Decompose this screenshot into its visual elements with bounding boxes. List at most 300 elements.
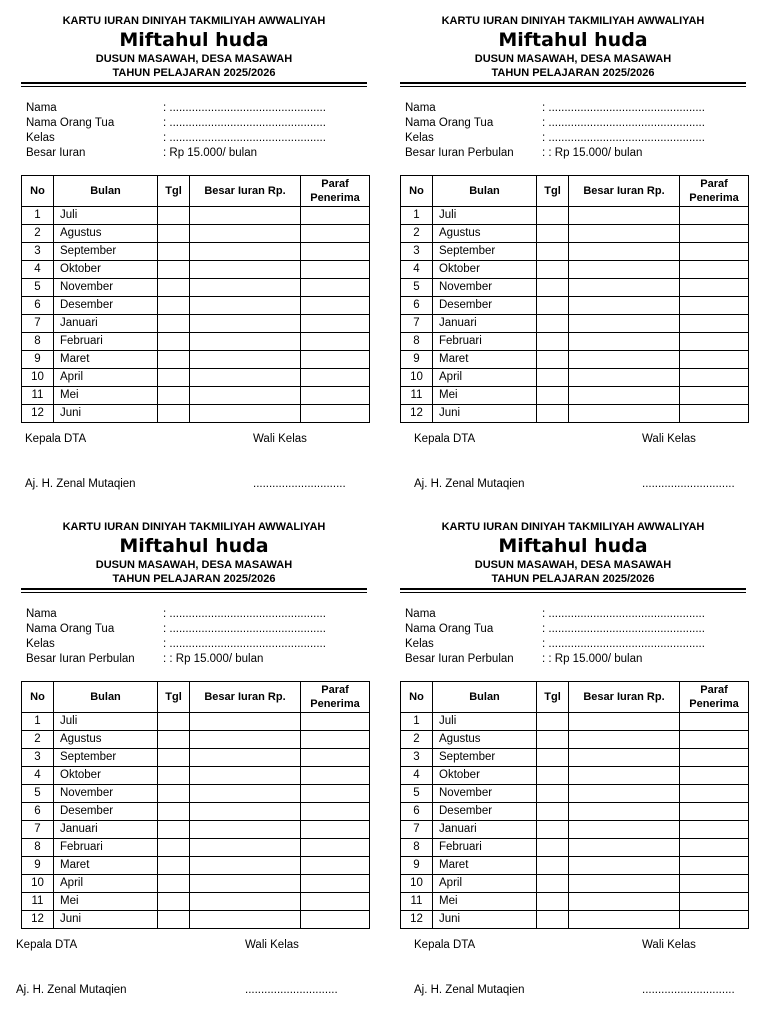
table-row xyxy=(22,261,370,279)
signature-cell[interactable] xyxy=(680,875,749,893)
table-row xyxy=(401,713,749,731)
month-name: April xyxy=(433,369,537,387)
row-number: 8 xyxy=(22,839,54,857)
row-number: 2 xyxy=(22,225,54,243)
signature-cell[interactable] xyxy=(301,839,370,857)
amount-cell[interactable] xyxy=(190,839,301,857)
amount-cell[interactable] xyxy=(569,387,680,405)
row-number: 4 xyxy=(22,767,54,785)
amount-cell[interactable] xyxy=(569,785,680,803)
date-cell[interactable] xyxy=(158,207,190,225)
table-row xyxy=(401,767,749,785)
signature-cell[interactable] xyxy=(680,821,749,839)
month-name: Desember xyxy=(433,297,537,315)
month-name: Maret xyxy=(433,351,537,369)
amount-cell[interactable] xyxy=(569,857,680,875)
amount-cell[interactable] xyxy=(190,767,301,785)
amount-cell[interactable] xyxy=(569,731,680,749)
signature-cell[interactable] xyxy=(301,351,370,369)
info-label: Besar Iuran xyxy=(26,147,86,159)
signature-cell[interactable] xyxy=(301,279,370,297)
amount-cell[interactable] xyxy=(569,875,680,893)
month-name: Oktober xyxy=(54,261,158,279)
signature-cell[interactable] xyxy=(680,261,749,279)
table-row xyxy=(22,387,370,405)
amount-cell[interactable] xyxy=(569,243,680,261)
signature-cell[interactable] xyxy=(680,387,749,405)
signature-cell[interactable] xyxy=(301,911,370,929)
amount-cell[interactable] xyxy=(569,821,680,839)
row-number: 8 xyxy=(401,839,433,857)
amount-cell[interactable] xyxy=(190,803,301,821)
table-row xyxy=(401,387,749,405)
homeroom-teacher-name: ............................. xyxy=(642,478,735,490)
date-cell[interactable] xyxy=(537,369,569,387)
month-name: Juni xyxy=(54,911,158,929)
month-name: Februari xyxy=(54,839,158,857)
row-number: 4 xyxy=(22,261,54,279)
info-row xyxy=(26,101,366,116)
amount-cell[interactable] xyxy=(190,279,301,297)
info-label: Kelas xyxy=(26,132,55,144)
date-cell[interactable] xyxy=(158,297,190,315)
date-cell[interactable] xyxy=(537,731,569,749)
amount-cell[interactable] xyxy=(569,749,680,767)
signature-cell[interactable] xyxy=(680,405,749,423)
date-cell[interactable] xyxy=(537,911,569,929)
table-row xyxy=(22,225,370,243)
amount-cell[interactable] xyxy=(190,749,301,767)
month-name: September xyxy=(433,749,537,767)
signature-cell[interactable] xyxy=(680,713,749,731)
info-row xyxy=(405,116,745,131)
table-row xyxy=(401,315,749,333)
homeroom-teacher-name: ............................. xyxy=(245,984,338,996)
date-cell[interactable] xyxy=(537,243,569,261)
amount-cell[interactable] xyxy=(190,405,301,423)
month-name: Januari xyxy=(433,821,537,839)
month-name: April xyxy=(433,875,537,893)
row-number: 5 xyxy=(401,785,433,803)
signature-cell[interactable] xyxy=(680,333,749,351)
info-value: : ................................................. xyxy=(163,132,326,144)
signature-cell[interactable] xyxy=(680,315,749,333)
payment-table xyxy=(400,175,749,423)
date-cell[interactable] xyxy=(537,875,569,893)
month-name: Mei xyxy=(54,387,158,405)
date-cell[interactable] xyxy=(537,839,569,857)
school-name: Miftahul huda xyxy=(119,535,269,557)
table-row xyxy=(401,749,749,767)
date-cell[interactable] xyxy=(537,893,569,911)
date-cell[interactable] xyxy=(537,713,569,731)
info-value: : ................................................. xyxy=(163,608,326,620)
headmaster-title: Kepala DTA xyxy=(16,939,78,951)
signature-cell[interactable] xyxy=(301,387,370,405)
signature-cell[interactable] xyxy=(680,749,749,767)
info-label: Nama Orang Tua xyxy=(405,117,494,129)
signature-cell[interactable] xyxy=(301,821,370,839)
amount-cell[interactable] xyxy=(569,207,680,225)
date-cell[interactable] xyxy=(537,207,569,225)
amount-cell[interactable] xyxy=(569,279,680,297)
info-label: Nama xyxy=(405,102,436,114)
header-divider-thin xyxy=(400,592,746,593)
row-number: 10 xyxy=(401,875,433,893)
date-cell[interactable] xyxy=(158,893,190,911)
amount-cell[interactable] xyxy=(190,261,301,279)
homeroom-teacher-title: Wali Kelas xyxy=(642,939,696,951)
signature-cell[interactable] xyxy=(301,405,370,423)
academic-year: TAHUN PELAJARAN 2025/2026 xyxy=(491,573,655,585)
academic-year: TAHUN PELAJARAN 2025/2026 xyxy=(112,67,276,79)
date-cell[interactable] xyxy=(537,261,569,279)
col-signature-header: Paraf Penerima xyxy=(301,176,370,207)
student-info xyxy=(26,607,366,667)
date-cell[interactable] xyxy=(537,333,569,351)
date-cell[interactable] xyxy=(158,387,190,405)
info-label: Kelas xyxy=(26,638,55,650)
amount-cell[interactable] xyxy=(190,243,301,261)
row-number: 3 xyxy=(22,243,54,261)
info-row xyxy=(405,607,745,622)
info-label: Nama xyxy=(26,608,57,620)
date-cell[interactable] xyxy=(537,857,569,875)
date-cell[interactable] xyxy=(158,405,190,423)
signature-cell[interactable] xyxy=(301,857,370,875)
table-row xyxy=(22,207,370,225)
row-number: 4 xyxy=(401,261,433,279)
date-cell[interactable] xyxy=(537,767,569,785)
headmaster-name: Aj. H. Zenal Mutaqien xyxy=(25,478,136,490)
signature-cell[interactable] xyxy=(680,207,749,225)
homeroom-teacher-title: Wali Kelas xyxy=(245,939,299,951)
info-value: : ................................................. xyxy=(542,132,705,144)
month-name: November xyxy=(433,279,537,297)
date-cell[interactable] xyxy=(537,279,569,297)
month-name: Juli xyxy=(54,713,158,731)
table-row xyxy=(22,767,370,785)
month-name: Oktober xyxy=(433,767,537,785)
amount-cell[interactable] xyxy=(569,225,680,243)
signature-cell[interactable] xyxy=(680,279,749,297)
amount-cell[interactable] xyxy=(569,297,680,315)
row-number: 11 xyxy=(401,893,433,911)
row-number: 9 xyxy=(401,351,433,369)
month-name: Oktober xyxy=(54,767,158,785)
info-label: Nama xyxy=(26,102,57,114)
date-cell[interactable] xyxy=(158,369,190,387)
payment-card xyxy=(400,506,746,1006)
row-number: 11 xyxy=(401,387,433,405)
signature-cell[interactable] xyxy=(301,315,370,333)
date-cell[interactable] xyxy=(537,351,569,369)
amount-cell[interactable] xyxy=(190,893,301,911)
row-number: 2 xyxy=(401,225,433,243)
card-title: KARTU IURAN DINIYAH TAKMILIYAH AWWALIYAH xyxy=(441,521,705,533)
amount-cell[interactable] xyxy=(190,785,301,803)
signature-cell[interactable] xyxy=(680,297,749,315)
info-row xyxy=(26,146,366,161)
date-cell[interactable] xyxy=(158,875,190,893)
info-value: : ................................................. xyxy=(163,623,326,635)
table-row xyxy=(22,279,370,297)
table-row xyxy=(22,713,370,731)
info-label: Nama Orang Tua xyxy=(405,623,494,635)
table-row xyxy=(22,785,370,803)
row-number: 4 xyxy=(401,767,433,785)
info-label: Kelas xyxy=(405,132,434,144)
row-number: 9 xyxy=(401,857,433,875)
amount-cell[interactable] xyxy=(190,875,301,893)
month-name: September xyxy=(54,243,158,261)
signature-cell[interactable] xyxy=(301,875,370,893)
date-cell[interactable] xyxy=(158,333,190,351)
date-cell[interactable] xyxy=(537,405,569,423)
signature-cell[interactable] xyxy=(301,893,370,911)
signature-cell[interactable] xyxy=(680,225,749,243)
amount-cell[interactable] xyxy=(569,839,680,857)
table-row xyxy=(22,749,370,767)
date-cell[interactable] xyxy=(537,749,569,767)
month-name: November xyxy=(54,785,158,803)
month-name: Juni xyxy=(54,405,158,423)
table-row xyxy=(22,243,370,261)
date-cell[interactable] xyxy=(158,243,190,261)
academic-year: TAHUN PELAJARAN 2025/2026 xyxy=(491,67,655,79)
info-row xyxy=(26,607,366,622)
signature-cell[interactable] xyxy=(301,785,370,803)
signature-cell[interactable] xyxy=(301,225,370,243)
header-divider xyxy=(400,588,746,590)
table-row xyxy=(401,279,749,297)
amount-cell[interactable] xyxy=(569,369,680,387)
payment-card xyxy=(16,506,367,1006)
signature-cell[interactable] xyxy=(301,333,370,351)
headmaster-title: Kepala DTA xyxy=(25,433,87,445)
signature-cell[interactable] xyxy=(680,243,749,261)
row-number: 3 xyxy=(401,243,433,261)
headmaster-name: Aj. H. Zenal Mutaqien xyxy=(414,984,525,996)
row-number: 8 xyxy=(401,333,433,351)
amount-cell[interactable] xyxy=(190,225,301,243)
amount-cell[interactable] xyxy=(569,315,680,333)
info-row xyxy=(405,622,745,637)
row-number: 10 xyxy=(401,369,433,387)
amount-cell[interactable] xyxy=(569,351,680,369)
date-cell[interactable] xyxy=(537,297,569,315)
signature-cell[interactable] xyxy=(680,785,749,803)
month-name: Mei xyxy=(54,893,158,911)
amount-cell[interactable] xyxy=(190,387,301,405)
signature-cell[interactable] xyxy=(680,893,749,911)
row-number: 5 xyxy=(22,279,54,297)
signature-cell[interactable] xyxy=(301,767,370,785)
col-no-header: No xyxy=(22,176,54,207)
month-name: Mei xyxy=(433,893,537,911)
amount-cell[interactable] xyxy=(190,857,301,875)
month-name: Januari xyxy=(54,821,158,839)
info-label: Besar Iuran Perbulan xyxy=(405,653,514,665)
table-row xyxy=(401,243,749,261)
signature-cell[interactable] xyxy=(680,731,749,749)
col-amount-header: Besar Iuran Rp. xyxy=(190,682,301,713)
amount-cell[interactable] xyxy=(190,713,301,731)
signature-cell[interactable] xyxy=(301,731,370,749)
amount-cell[interactable] xyxy=(569,893,680,911)
table-row xyxy=(401,369,749,387)
card-title: KARTU IURAN DINIYAH TAKMILIYAH AWWALIYAH xyxy=(441,15,705,27)
date-cell[interactable] xyxy=(537,803,569,821)
headmaster-name: Aj. H. Zenal Mutaqien xyxy=(16,984,127,996)
row-number: 12 xyxy=(22,405,54,423)
amount-cell[interactable] xyxy=(190,315,301,333)
date-cell[interactable] xyxy=(158,731,190,749)
row-number: 1 xyxy=(22,207,54,225)
amount-cell[interactable] xyxy=(190,297,301,315)
row-number: 2 xyxy=(22,731,54,749)
amount-cell[interactable] xyxy=(190,207,301,225)
info-value: : ................................................. xyxy=(163,117,326,129)
signature-cell[interactable] xyxy=(301,749,370,767)
date-cell[interactable] xyxy=(158,749,190,767)
date-cell[interactable] xyxy=(158,315,190,333)
card-title: KARTU IURAN DINIYAH TAKMILIYAH AWWALIYAH xyxy=(62,15,326,27)
table-header-row xyxy=(22,176,370,207)
card-title: KARTU IURAN DINIYAH TAKMILIYAH AWWALIYAH xyxy=(62,521,326,533)
info-row xyxy=(405,637,745,652)
table-row xyxy=(22,857,370,875)
header-divider-thin xyxy=(21,592,367,593)
info-value: : ................................................. xyxy=(163,102,326,114)
academic-year: TAHUN PELAJARAN 2025/2026 xyxy=(112,573,276,585)
amount-cell[interactable] xyxy=(190,369,301,387)
info-row xyxy=(405,146,745,161)
date-cell[interactable] xyxy=(158,713,190,731)
month-name: Agustus xyxy=(433,225,537,243)
row-number: 5 xyxy=(401,279,433,297)
payment-table xyxy=(21,681,370,929)
signature-cell[interactable] xyxy=(680,767,749,785)
info-row xyxy=(26,652,366,667)
month-name: Maret xyxy=(54,351,158,369)
row-number: 10 xyxy=(22,875,54,893)
row-number: 6 xyxy=(22,803,54,821)
signature-cell[interactable] xyxy=(301,369,370,387)
amount-cell[interactable] xyxy=(190,333,301,351)
school-name: Miftahul huda xyxy=(119,29,269,51)
month-name: Maret xyxy=(54,857,158,875)
homeroom-teacher-title: Wali Kelas xyxy=(253,433,307,445)
signature-cell[interactable] xyxy=(301,261,370,279)
date-cell[interactable] xyxy=(537,387,569,405)
amount-cell[interactable] xyxy=(569,767,680,785)
date-cell[interactable] xyxy=(158,767,190,785)
table-row xyxy=(401,857,749,875)
month-name: Maret xyxy=(433,857,537,875)
date-cell[interactable] xyxy=(537,785,569,803)
table-row xyxy=(22,297,370,315)
date-cell[interactable] xyxy=(158,821,190,839)
signature-cell[interactable] xyxy=(680,351,749,369)
date-cell[interactable] xyxy=(158,803,190,821)
info-value: : ................................................. xyxy=(542,623,705,635)
header-divider-thin xyxy=(400,86,746,87)
amount-cell[interactable] xyxy=(569,911,680,929)
amount-cell[interactable] xyxy=(190,351,301,369)
date-cell[interactable] xyxy=(158,225,190,243)
date-cell[interactable] xyxy=(158,785,190,803)
signature-cell[interactable] xyxy=(680,369,749,387)
signature-cell[interactable] xyxy=(301,713,370,731)
amount-cell[interactable] xyxy=(569,803,680,821)
amount-cell[interactable] xyxy=(190,821,301,839)
table-row xyxy=(401,351,749,369)
student-info xyxy=(405,607,745,667)
month-name: Februari xyxy=(54,333,158,351)
info-value: : ................................................. xyxy=(542,608,705,620)
signature-cell[interactable] xyxy=(680,911,749,929)
info-value: : ................................................. xyxy=(542,638,705,650)
info-label: Kelas xyxy=(405,638,434,650)
school-address: DUSUN MASAWAH, DESA MASAWAH xyxy=(474,559,672,571)
date-cell[interactable] xyxy=(158,261,190,279)
row-number: 9 xyxy=(22,351,54,369)
info-row xyxy=(26,131,366,146)
row-number: 12 xyxy=(22,911,54,929)
amount-cell[interactable] xyxy=(190,731,301,749)
info-value: : : Rp 15.000/ bulan xyxy=(542,147,643,159)
signature-cell[interactable] xyxy=(680,803,749,821)
signature-cell[interactable] xyxy=(301,803,370,821)
month-name: November xyxy=(54,279,158,297)
date-cell[interactable] xyxy=(158,839,190,857)
info-row xyxy=(26,622,366,637)
col-amount-header: Besar Iuran Rp. xyxy=(569,682,680,713)
signature-cell[interactable] xyxy=(301,297,370,315)
amount-cell[interactable] xyxy=(190,911,301,929)
month-name: Juni xyxy=(433,911,537,929)
date-cell[interactable] xyxy=(158,279,190,297)
signature-cell[interactable] xyxy=(301,243,370,261)
row-number: 7 xyxy=(401,821,433,839)
signature-cell[interactable] xyxy=(301,207,370,225)
col-month-header: Bulan xyxy=(433,176,537,207)
signature-cell[interactable] xyxy=(680,857,749,875)
table-row xyxy=(401,785,749,803)
date-cell[interactable] xyxy=(158,911,190,929)
month-name: Februari xyxy=(433,839,537,857)
row-number: 3 xyxy=(401,749,433,767)
row-number: 2 xyxy=(401,731,433,749)
month-name: Juli xyxy=(54,207,158,225)
date-cell[interactable] xyxy=(537,225,569,243)
table-row xyxy=(22,731,370,749)
date-cell[interactable] xyxy=(158,351,190,369)
amount-cell[interactable] xyxy=(569,333,680,351)
date-cell[interactable] xyxy=(537,821,569,839)
date-cell[interactable] xyxy=(537,315,569,333)
headmaster-name: Aj. H. Zenal Mutaqien xyxy=(414,478,525,490)
signature-cell[interactable] xyxy=(680,839,749,857)
info-row xyxy=(405,101,745,116)
date-cell[interactable] xyxy=(158,857,190,875)
amount-cell[interactable] xyxy=(569,713,680,731)
payment-table xyxy=(400,681,749,929)
amount-cell[interactable] xyxy=(569,405,680,423)
amount-cell[interactable] xyxy=(569,261,680,279)
school-address: DUSUN MASAWAH, DESA MASAWAH xyxy=(95,559,293,571)
